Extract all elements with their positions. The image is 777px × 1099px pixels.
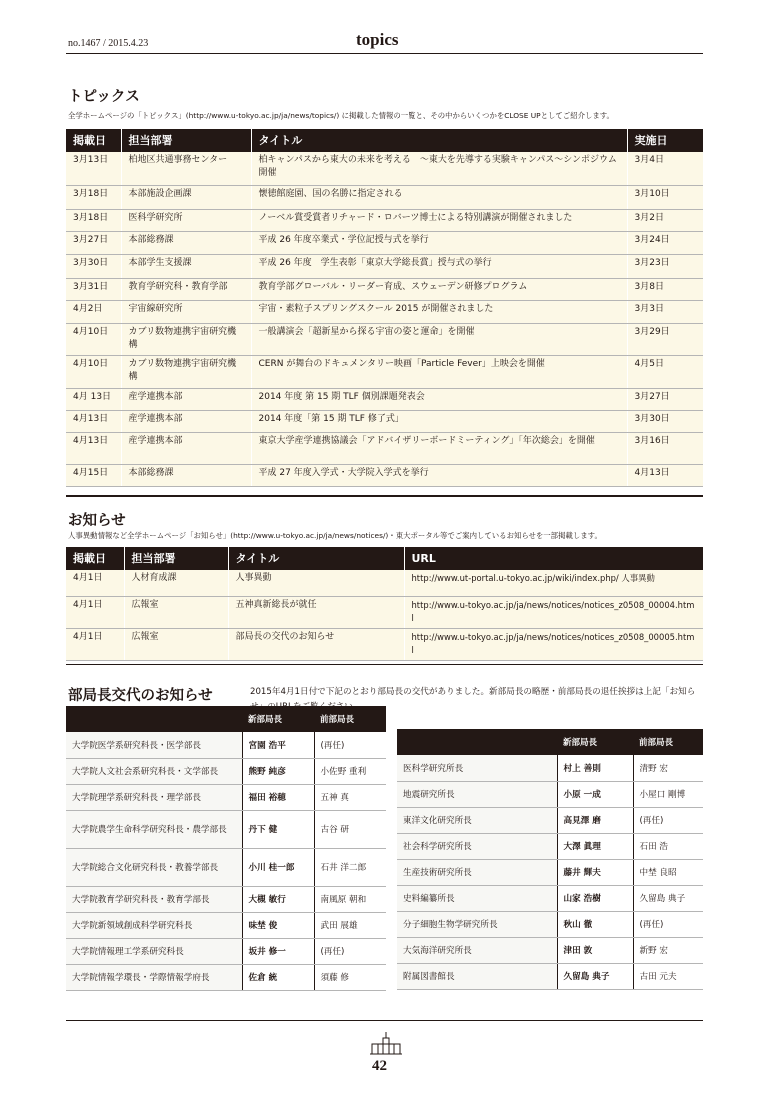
header-rule: [66, 53, 703, 54]
cell-dept: 広報室: [124, 596, 228, 628]
cell-prev-head: (再任): [314, 938, 386, 964]
notices-bottom-rule: [66, 664, 703, 665]
table-row: [66, 278, 703, 300]
table-row: [66, 570, 703, 596]
cell-prev-head: 石田 浩: [633, 833, 703, 859]
table-row: [66, 254, 703, 278]
col-date: 掲載日: [66, 129, 121, 152]
cell-date: 3月31日: [66, 278, 121, 300]
table-row: [66, 964, 386, 990]
table-row: [397, 859, 703, 885]
cell-held: 3月2日: [627, 209, 703, 231]
cell-prev-head: (再任): [633, 807, 703, 833]
col-dept: 担当部署: [124, 547, 228, 570]
cell-held: 3月30日: [627, 410, 703, 432]
cell-dept: 人材育成課: [124, 570, 228, 596]
cell-new-head: 大澤 眞理: [557, 833, 633, 859]
table-row: [397, 963, 703, 989]
cell-date: 4月10日: [66, 323, 121, 355]
cell-org: 大学院総合文化研究科長・教養学部長: [66, 848, 242, 886]
cell-new-head: 熊野 純彦: [242, 758, 314, 784]
cell-date: 4月1日: [66, 628, 124, 660]
cell-held: 3月4日: [627, 152, 703, 185]
cell-org: 生産技術研究所長: [397, 859, 557, 885]
cell-held: 3月29日: [627, 323, 703, 355]
table-row: [66, 886, 386, 912]
cell-org: 大学院農学生命科学研究科長・農学部長: [66, 810, 242, 848]
cell-dept: 教育学研究科・教育学部: [121, 278, 251, 300]
table-row: [397, 833, 703, 859]
cell-dept: 本部総務課: [121, 464, 251, 486]
cell-date: 4月15日: [66, 464, 121, 486]
cell-dept: 本部施設企画課: [121, 185, 251, 209]
cell-prev-head: 五神 真: [314, 784, 386, 810]
cell-new-head: 久留島 典子: [557, 963, 633, 989]
col-new: 新部局長: [557, 729, 633, 755]
cell-date: 4月1日: [66, 570, 124, 596]
cell-prev-head: 武田 展雄: [314, 912, 386, 938]
table-row: [397, 807, 703, 833]
table-row: [66, 152, 703, 185]
cell-date: 3月27日: [66, 231, 121, 254]
table-row: [66, 231, 703, 254]
cell-org: 分子細胞生物学研究所長: [397, 911, 557, 937]
table-row: [397, 781, 703, 807]
cell-dept: 産学連携本部: [121, 388, 251, 410]
cell-date: 4月1日: [66, 596, 124, 628]
table-row: [66, 323, 703, 355]
cell-date: 3月18日: [66, 185, 121, 209]
cell-new-head: 坂井 修一: [242, 938, 314, 964]
cell-new-head: 宮園 浩平: [242, 732, 314, 758]
table-row: [66, 388, 703, 410]
notices-title: お知らせ: [68, 513, 126, 529]
cell-org: 大学院情報理工学系研究科長: [66, 938, 242, 964]
cell-title: 2014 年度「第 15 期 TLF 修了式」: [251, 410, 627, 432]
table-row: [66, 355, 703, 388]
cell-new-head: 高見澤 磨: [557, 807, 633, 833]
col-new: 新部局長: [242, 706, 314, 732]
table-row: [66, 464, 703, 486]
cell-held: 3月27日: [627, 388, 703, 410]
cell-held: 4月5日: [627, 355, 703, 388]
cell-new-head: 小川 桂一郎: [242, 848, 314, 886]
heads-right-table: [397, 729, 703, 990]
cell-title: 一般講演会「超新星から探る宇宙の姿と運命」を開催: [251, 323, 627, 355]
table-row: [66, 848, 386, 886]
cell-prev-head: (再任): [314, 732, 386, 758]
cell-url: http://www.u-tokyo.ac.jp/ja/news/notices/notices_z0508_00005.html: [404, 628, 703, 660]
page-number: 42: [372, 1058, 387, 1074]
cell-dept: 産学連携本部: [121, 432, 251, 464]
table-row: [66, 938, 386, 964]
cell-dept: 宇宙線研究所: [121, 300, 251, 323]
cell-date: 4月13日: [66, 410, 121, 432]
table-header: [66, 129, 703, 152]
table-row: [66, 432, 703, 464]
cell-date: 4月10日: [66, 355, 121, 388]
heads-left-table: [66, 706, 386, 991]
cell-title: CERN が舞台のドキュメンタリー映画「Particle Fever」上映会を開催: [251, 355, 627, 388]
cell-new-head: 味埜 俊: [242, 912, 314, 938]
cell-title: 五神真新総長が就任: [228, 596, 404, 628]
col-title: タイトル: [228, 547, 404, 570]
cell-org: 大学院教育学研究科長・教育学部長: [66, 886, 242, 912]
table-row: [66, 784, 386, 810]
table-row: [66, 410, 703, 432]
cell-title: 平成 26 年度 学生表彰「東京大学総長賞」授与式の挙行: [251, 254, 627, 278]
cell-org: 附属図書館長: [397, 963, 557, 989]
notices-table: [66, 547, 703, 661]
table-header: [397, 729, 703, 755]
cell-dept: 本部学生支援課: [121, 254, 251, 278]
topics-table: [66, 129, 703, 487]
cell-held: 3月10日: [627, 185, 703, 209]
cell-dept: カブリ数物連携宇宙研究機構: [121, 323, 251, 355]
cell-url: http://www.ut-portal.u-tokyo.ac.jp/wiki/index.php/ 人事異動: [404, 570, 703, 596]
topics-bottom-rule: [66, 495, 703, 497]
issue-label: no.1467 / 2015.4.23: [68, 38, 149, 49]
cell-title: 人事異動: [228, 570, 404, 596]
table-row: [66, 810, 386, 848]
cell-dept: 本部総務課: [121, 231, 251, 254]
cell-org: 大学院人文社会系研究科長・文学部長: [66, 758, 242, 784]
cell-date: 4月 13日: [66, 388, 121, 410]
col-url: URL: [404, 547, 703, 570]
cell-org: 大学院医学系研究科長・医学部長: [66, 732, 242, 758]
building-emblem-icon: [366, 1030, 406, 1058]
table-row: [397, 937, 703, 963]
cell-new-head: 大槻 敏行: [242, 886, 314, 912]
cell-org: 大学院情報学環長・学際情報学府長: [66, 964, 242, 990]
cell-title: 教育学部グローバル・リーダー育成、スウェーデン研修プログラム: [251, 278, 627, 300]
cell-prev-head: 小佐野 重利: [314, 758, 386, 784]
cell-held: 3月23日: [627, 254, 703, 278]
cell-org: 地震研究所長: [397, 781, 557, 807]
cell-title: 平成 27 年度入学式・大学院入学式を挙行: [251, 464, 627, 486]
cell-dept: 産学連携本部: [121, 410, 251, 432]
col-date: 掲載日: [66, 547, 124, 570]
cell-date: 3月18日: [66, 209, 121, 231]
col-held: 実施日: [627, 129, 703, 152]
table-row: [66, 209, 703, 231]
cell-new-head: 福田 裕穂: [242, 784, 314, 810]
cell-url: http://www.u-tokyo.ac.jp/ja/news/notices/notices_z0508_00004.html: [404, 596, 703, 628]
table-row: [66, 758, 386, 784]
cell-prev-head: 古田 元夫: [633, 963, 703, 989]
cell-org: 大学院理学系研究科長・理学部長: [66, 784, 242, 810]
table-row: [66, 628, 703, 660]
cell-title: 平成 26 年度卒業式・学位記授与式を挙行: [251, 231, 627, 254]
topics-title: トピックス: [68, 89, 140, 105]
table-header: [66, 706, 386, 732]
cell-prev-head: 清野 宏: [633, 755, 703, 781]
cell-title: 柏キャンパスから東大の未来を考える ～東大を先導する実験キャンパス～シンポジウム開催: [251, 152, 627, 185]
heads-intro: 2015年4月1日付で下記のとおり部局長の交代がありました。新部局長の略歴・前部局長の退任挨拶は上記「お知ら: [250, 687, 696, 697]
cell-prev-head: 新野 宏: [633, 937, 703, 963]
cell-date: 4月13日: [66, 432, 121, 464]
cell-new-head: 村上 善則: [557, 755, 633, 781]
cell-title: 懐徳館庭園、国の名勝に指定される: [251, 185, 627, 209]
heads-title: 部局長交代のお知らせ: [68, 688, 213, 704]
cell-new-head: 小原 一成: [557, 781, 633, 807]
notices-description: 人事異動情報など全学ホームページ「お知らせ」(http://www.u-tokyo.ac.jp/ja/news/notices/)・東大ポータル等でご案内しているお知らせを一部掲載します。: [68, 531, 602, 540]
cell-dept: 柏地区共通事務センター: [121, 152, 251, 185]
cell-new-head: 津田 敦: [557, 937, 633, 963]
table-row: [397, 911, 703, 937]
cell-org: 東洋文化研究所長: [397, 807, 557, 833]
cell-title: 2014 年度 第 15 期 TLF 個別課題発表会: [251, 388, 627, 410]
col-prev: 前部局長: [314, 706, 386, 732]
cell-org: 史料編纂所長: [397, 885, 557, 911]
cell-prev-head: 須藤 修: [314, 964, 386, 990]
table-header: [66, 547, 703, 570]
cell-org: 大気海洋研究所長: [397, 937, 557, 963]
table-row: [66, 596, 703, 628]
cell-new-head: 藤井 輝夫: [557, 859, 633, 885]
cell-org: 社会科学研究所長: [397, 833, 557, 859]
col-org: [66, 706, 242, 732]
cell-new-head: 山家 浩樹: [557, 885, 633, 911]
cell-title: 東京大学産学連携協議会「アドバイザリーボードミーティング」「年次総会」を開催: [251, 432, 627, 464]
table-row: [66, 185, 703, 209]
cell-new-head: 佐倉 統: [242, 964, 314, 990]
cell-title: 部局長の交代のお知らせ: [228, 628, 404, 660]
cell-title: 宇宙・素粒子スプリングスクール 2015 が開催されました: [251, 300, 627, 323]
cell-new-head: 丹下 健: [242, 810, 314, 848]
cell-date: 4月2日: [66, 300, 121, 323]
cell-org: 大学院新領域創成科学研究科長: [66, 912, 242, 938]
cell-prev-head: 小屋口 剛博: [633, 781, 703, 807]
cell-prev-head: 南風原 朝和: [314, 886, 386, 912]
cell-dept: 医科学研究所: [121, 209, 251, 231]
table-row: [397, 885, 703, 911]
cell-org: 医科学研究所長: [397, 755, 557, 781]
cell-dept: 広報室: [124, 628, 228, 660]
cell-held: 4月13日: [627, 464, 703, 486]
table-row: [66, 912, 386, 938]
cell-held: 3月3日: [627, 300, 703, 323]
cell-held: 3月16日: [627, 432, 703, 464]
cell-prev-head: (再任): [633, 911, 703, 937]
cell-prev-head: 久留島 典子: [633, 885, 703, 911]
footer-rule: [66, 1020, 703, 1021]
table-row: [66, 300, 703, 323]
col-dept: 担当部署: [121, 129, 251, 152]
cell-prev-head: 石井 洋二郎: [314, 848, 386, 886]
topics-description: 全学ホームページの「トピックス」(http://www.u-tokyo.ac.jp/ja/news/topics/) に掲載した情報の一覧と、その中からいくつかをCLOSE UPとしてご紹介します。: [68, 111, 614, 120]
cell-prev-head: 中埜 良昭: [633, 859, 703, 885]
cell-title: ノーベル賞受賞者リチャード・ロバーツ博士による特別講演が開催されました: [251, 209, 627, 231]
cell-date: 3月13日: [66, 152, 121, 185]
cell-held: 3月8日: [627, 278, 703, 300]
cell-new-head: 秋山 徹: [557, 911, 633, 937]
table-row: [66, 732, 386, 758]
cell-date: 3月30日: [66, 254, 121, 278]
cell-held: 3月24日: [627, 231, 703, 254]
col-title: タイトル: [251, 129, 627, 152]
cell-prev-head: 古谷 研: [314, 810, 386, 848]
section-title: topics: [356, 30, 399, 49]
cell-dept: カブリ数物連携宇宙研究機構: [121, 355, 251, 388]
col-org: [397, 729, 557, 755]
table-row: [397, 755, 703, 781]
col-prev: 前部局長: [633, 729, 703, 755]
